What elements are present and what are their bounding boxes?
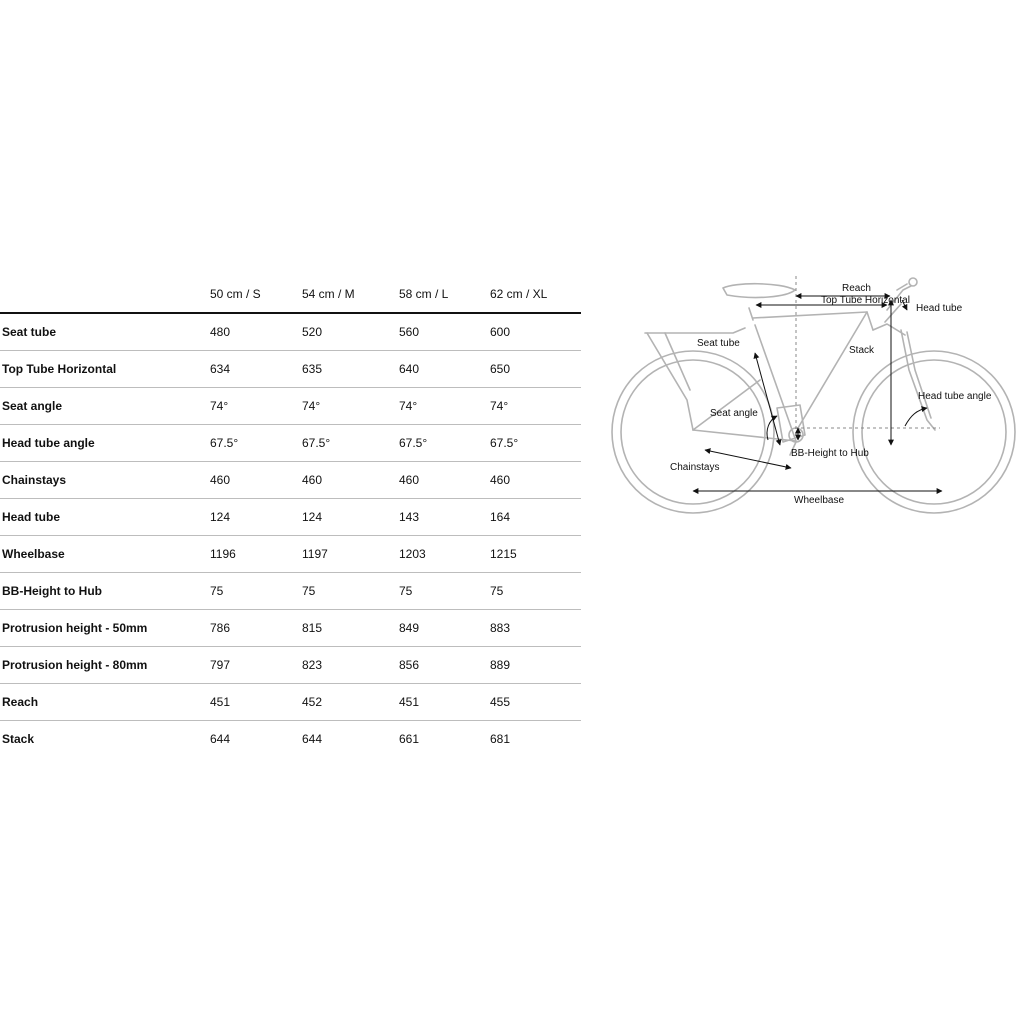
table-cell: 451 bbox=[210, 684, 302, 721]
table-cell: 460 bbox=[210, 462, 302, 499]
table-cell: 67.5° bbox=[302, 425, 399, 462]
table-row bbox=[0, 462, 581, 499]
table-cell: 786 bbox=[210, 610, 302, 647]
table-body bbox=[0, 313, 581, 757]
table-cell: 75 bbox=[490, 573, 581, 610]
table-cell: 681 bbox=[490, 732, 511, 746]
table-cell: 600 bbox=[490, 313, 581, 351]
row-label: Top Tube Horizontal bbox=[0, 351, 210, 388]
table-cell: 75 bbox=[210, 573, 302, 610]
table-cell: 74° bbox=[399, 388, 490, 425]
table-cell: 889 bbox=[490, 647, 581, 684]
table-row bbox=[0, 536, 581, 573]
row-label: BB-Height to Hub bbox=[0, 573, 210, 610]
table-cell: 661 bbox=[399, 732, 420, 746]
diagram-label-chainstays: Chainstays bbox=[670, 462, 720, 473]
table-cell: 644 bbox=[302, 732, 323, 746]
table-cell: 1203 bbox=[399, 536, 490, 573]
table-cell: 455 bbox=[490, 684, 581, 721]
table-cell: 74° bbox=[302, 388, 399, 425]
table-cell: 1215 bbox=[490, 536, 581, 573]
row-label: Reach bbox=[0, 684, 210, 721]
table-cell: 560 bbox=[399, 313, 490, 351]
table-cell: 635 bbox=[302, 351, 399, 388]
table-cell: 460 bbox=[399, 462, 490, 499]
table-row bbox=[0, 499, 581, 536]
table-cell: 124 bbox=[302, 499, 399, 536]
row-label: Head tube bbox=[0, 499, 210, 536]
table-cell: 634 bbox=[210, 351, 302, 388]
table-cell: 650 bbox=[490, 351, 581, 388]
row-label: Head tube angle bbox=[0, 425, 210, 462]
row-label: Stack bbox=[2, 732, 35, 746]
diagram-label-seat-angle: Seat angle bbox=[710, 408, 758, 419]
diagram-label-stack: Stack bbox=[849, 345, 875, 356]
column-header-size-m: 54 cm / M bbox=[302, 275, 399, 313]
column-header-size-s: 50 cm / S bbox=[210, 275, 302, 313]
diagram-label-top-tube: Top Tube Horizontal bbox=[821, 295, 910, 306]
row-label: Protrusion height - 80mm bbox=[0, 647, 210, 684]
table-row bbox=[0, 684, 581, 721]
row-label: Seat tube bbox=[0, 313, 210, 351]
table-cell: 74° bbox=[490, 388, 581, 425]
diagram-label-bb-height: BB-Height to Hub bbox=[791, 448, 869, 459]
table-cell: 640 bbox=[399, 351, 490, 388]
diagram-label-head-tube: Head tube bbox=[916, 303, 963, 314]
table-row bbox=[0, 610, 581, 647]
table-row bbox=[0, 647, 581, 684]
row-label: Wheelbase bbox=[0, 536, 210, 573]
table-cell: 67.5° bbox=[210, 425, 302, 462]
table-cell: 67.5° bbox=[490, 425, 581, 462]
table-row bbox=[0, 573, 581, 610]
table-cell: 823 bbox=[302, 647, 399, 684]
table-row bbox=[0, 721, 581, 758]
table-cell: 75 bbox=[302, 573, 399, 610]
diagram-label-reach: Reach bbox=[842, 283, 871, 294]
geometry-table bbox=[0, 275, 581, 757]
row-label: Protrusion height - 50mm bbox=[0, 610, 210, 647]
row-label: Chainstays bbox=[0, 462, 210, 499]
table-cell: 460 bbox=[490, 462, 581, 499]
table-cell: 124 bbox=[210, 499, 302, 536]
table-cell: 815 bbox=[302, 610, 399, 647]
table-header-corner bbox=[0, 275, 210, 313]
table-cell: 67.5° bbox=[399, 425, 490, 462]
table-row bbox=[0, 425, 581, 462]
table-cell: 143 bbox=[399, 499, 490, 536]
row-label: Seat angle bbox=[0, 388, 210, 425]
diagram-label-wheelbase: Wheelbase bbox=[794, 495, 845, 506]
column-header-size-l: 58 cm / L bbox=[399, 275, 490, 313]
table-cell: 75 bbox=[399, 573, 490, 610]
table-cell: 644 bbox=[210, 732, 231, 746]
table-cell: 164 bbox=[490, 499, 581, 536]
table-cell: 1196 bbox=[210, 536, 302, 573]
table-cell: 856 bbox=[399, 647, 490, 684]
table-row bbox=[0, 351, 581, 388]
table-row bbox=[0, 313, 581, 351]
diagram-label-seat-tube: Seat tube bbox=[697, 338, 740, 349]
table-cell: 451 bbox=[399, 684, 490, 721]
table-cell: 797 bbox=[210, 647, 302, 684]
table-row bbox=[0, 388, 581, 425]
column-header-size-xl: 62 cm / XL bbox=[490, 275, 581, 313]
table-cell: 849 bbox=[399, 610, 490, 647]
table-cell: 520 bbox=[302, 313, 399, 351]
table-cell: 1197 bbox=[302, 536, 399, 573]
table-cell: 452 bbox=[302, 684, 399, 721]
bike-geometry-diagram bbox=[605, 270, 1024, 520]
diagram-label-head-tube-angle: Head tube angle bbox=[918, 391, 992, 402]
table-cell: 480 bbox=[210, 313, 302, 351]
table-cell: 883 bbox=[490, 610, 581, 647]
table-cell: 460 bbox=[302, 462, 399, 499]
table-header-row bbox=[0, 275, 581, 313]
table-cell: 74° bbox=[210, 388, 302, 425]
